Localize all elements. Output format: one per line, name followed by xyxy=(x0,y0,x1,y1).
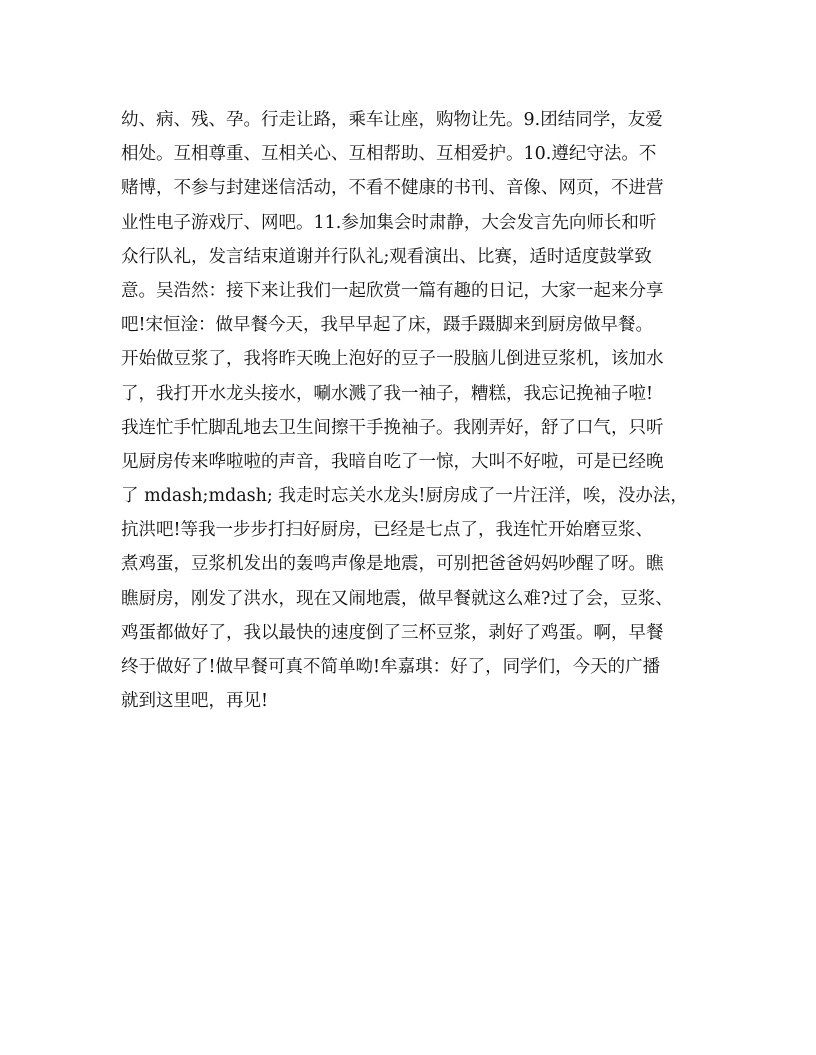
text-line: 业性电子游戏厅、网吧。11.参加集会时肃静，大会发言先向师长和听 xyxy=(121,212,657,233)
text-line: 了，我打开水龙头接水，唰水溅了我一袖子，糟糕，我忘记挽袖子啦! xyxy=(121,383,654,404)
text-line: 抗洪吧!等我一步步打扫好厨房，已经是七点了，我连忙开始磨豆浆、 xyxy=(121,520,654,541)
text-line: 我连忙手忙脚乱地去卫生间擦干手挽袖子。我刚弄好，舒了口气，只听 xyxy=(121,417,664,438)
text-line: 了 mdash;mdash; 我走时忘关水龙头!厨房成了一片汪洋，唉，没办法， xyxy=(121,486,688,507)
text-line: 开始做豆浆了，我将昨天晚上泡好的豆子一股脑儿倒进豆浆机，该加水 xyxy=(121,349,664,370)
text-line: 众行队礼，发言结束道谢并行队礼;观看演出、比赛，适时适度鼓掌致 xyxy=(121,246,652,267)
text-line: 见厨房传来哗啦啦的声音，我暗自吃了一惊，大叫不好啦，可是已经晚 xyxy=(121,451,664,472)
text-line: 瞧厨房，刚发了洪水，现在又闹地震，做早餐就这么难?过了会，豆浆、 xyxy=(121,588,673,609)
text-line: 煮鸡蛋，豆浆机发出的轰鸣声像是地震，可别把爸爸妈妈吵醒了呀。瞧 xyxy=(121,554,664,575)
text-line: 终于做好了!做早餐可真不简单呦!牟嘉琪：好了，同学们，今天的广播 xyxy=(121,657,661,677)
text-line: 意。吴浩然：接下来让我们一起欣赏一篇有趣的日记，大家一起来分享 xyxy=(121,280,664,301)
text-line: 幼、病、残、孕。行走让路，乘车让座，购物让先。9.团结同学，友爱 xyxy=(121,110,663,130)
text-line: 赌博，不参与封建迷信活动，不看不健康的书刊、音像、网页，不进营 xyxy=(121,178,664,199)
body-text xyxy=(121,103,701,718)
text-line: 就到这里吧，再见! xyxy=(121,691,269,712)
text-line: 鸡蛋都做好了，我以最快的速度倒了三杯豆浆，剥好了鸡蛋。啊，早餐 xyxy=(121,622,664,643)
text-line: 吧!宋恒淦：做早餐今天，我早早起了床，蹑手蹑脚来到厨房做早餐。 xyxy=(121,315,654,336)
text-line: 相处。互相尊重、互相关心、互相帮助、互相爱护。10.遵纪守法。不 xyxy=(121,144,657,165)
